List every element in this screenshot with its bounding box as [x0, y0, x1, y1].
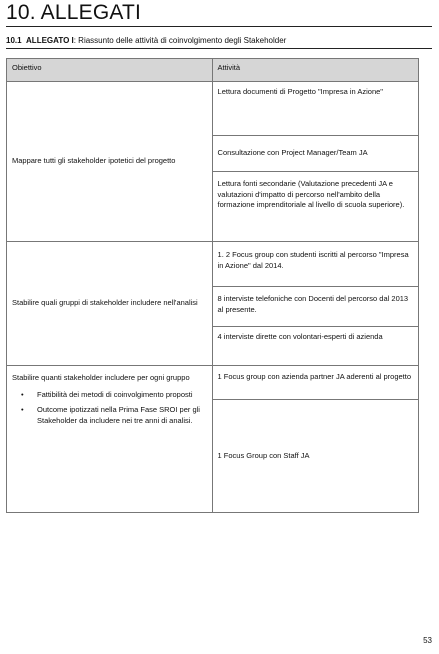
subsection-heading	[6, 35, 432, 49]
table-row	[7, 242, 419, 287]
bullet-icon: •	[21, 405, 24, 414]
section-heading: 10. ALLEGATI	[6, 1, 432, 27]
table-header-row	[7, 59, 419, 82]
table-row	[7, 82, 419, 136]
activity-cell-upper	[212, 366, 418, 400]
activity-cell: 8 interviste telefoniche con Docenti del percorso dal 2013 al presente.	[212, 287, 418, 327]
subsection-number: 10.1	[6, 36, 22, 45]
bullet-icon: •	[21, 389, 24, 399]
activity-cell: Lettura documenti di Progetto "Impresa in Azione"	[212, 82, 418, 136]
stakeholder-table	[6, 58, 419, 513]
header-objective: Obiettivo	[7, 59, 213, 82]
activity-cell: 1. 2 Focus group con studenti iscritti al percorso "Impresa in Azione" dal 2014.	[212, 242, 418, 287]
header-activity: Attività	[212, 59, 418, 82]
objective-cell: Stabilire quali gruppi di stakeholder includere nell'analisi	[7, 242, 213, 366]
activity-text: 1 Focus group con azienda partner JA aderenti al progetto	[217, 372, 412, 381]
subsection-title: : Riassunto delle attività di coinvolgimento degli Stakeholder	[73, 36, 287, 45]
objective-notes	[12, 390, 207, 427]
list-item: • Outcome ipotizzati nella Prima Fase SROI per gli Stakeholder da includere nei tre anni di analisi.	[21, 405, 200, 425]
list-item: • Fattibilità dei metodi di coinvolgimento proposti	[21, 389, 193, 399]
activity-cell: 4 interviste dirette con volontari-esperti di azienda	[212, 327, 418, 366]
subsection-lead: ALLEGATO I	[26, 36, 74, 45]
objective-cell	[7, 366, 213, 513]
activity-cell: Consultazione con Project Manager/Team JA	[212, 136, 418, 172]
activity-cell: 1 Focus Group con Staff JA	[212, 400, 418, 513]
objective-text: Stabilire quanti stakeholder includere per ogni gruppo	[12, 373, 190, 382]
objective-cell: Mappare tutti gli stakeholder ipotetici del progetto	[7, 82, 213, 242]
table-row	[7, 366, 419, 400]
activity-cell: Lettura fonti secondarie (Valutazione precedenti JA e valutazioni d'impatto di percorso nell'ambito della formazione imprenditoriale al livello di scuola superiore).	[212, 172, 418, 242]
page-number: 53	[423, 636, 432, 645]
